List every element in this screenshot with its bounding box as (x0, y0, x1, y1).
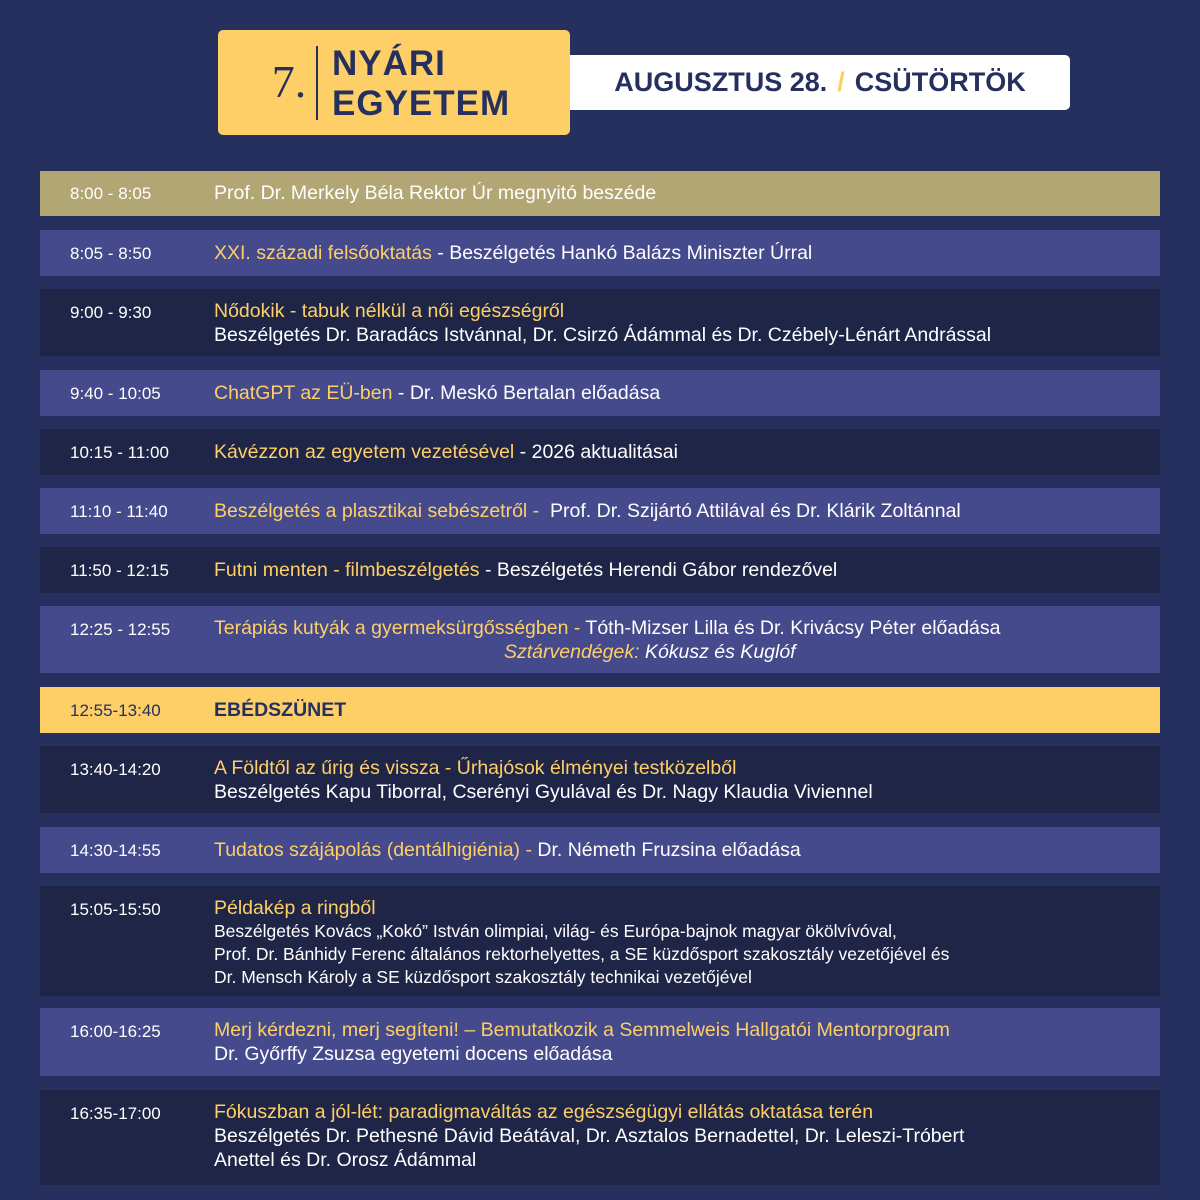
row-time: 12:55-13:40 (70, 701, 161, 720)
row-detail-line: Anettel és Dr. Orosz Ádámmal (214, 1149, 477, 1171)
logo-number: 7. (271, 56, 307, 107)
guest-names: Kókusz és Kuglóf (639, 641, 796, 663)
row-content (214, 616, 1001, 664)
schedule-row (40, 746, 1160, 813)
row-time: 8:00 - 8:05 (70, 184, 152, 203)
row-detail: Dr. Németh Fruzsina előadása (531, 839, 801, 861)
schedule-row (40, 230, 1160, 276)
schedule-row (40, 886, 1160, 996)
row-time: 9:40 - 10:05 (70, 384, 161, 403)
row-content (214, 1100, 964, 1172)
row-detail: Dr. Győrffy Zsuzsa egyetemi docens előadása (214, 1043, 613, 1065)
row-highlight: Terápiás kutyák a gyermeksürgősségben - (214, 617, 581, 639)
row-content (214, 838, 801, 862)
row-detail: - Beszélgetés Herendi Gábor rendezővel (479, 559, 838, 581)
row-highlight: Tudatos szájápolás (dentálhigiénia) - (214, 839, 532, 861)
row-detail-line: Beszélgetés Dr. Pethesné Dávid Beátával, Dr. Asztalos Bernadettel, Dr. Leleszi-Tróbert (214, 1125, 965, 1147)
row-content (214, 896, 949, 989)
schedule-row (40, 1008, 1160, 1076)
row-detail-line: Prof. Dr. Bánhidy Ferenc általános rektorhelyettes, a SE küzdősport szakosztály vezetőjével és (214, 944, 950, 964)
row-highlight: Kávézzon az egyetem vezetésével (214, 441, 515, 463)
row-detail-line: Dr. Mensch Károly a SE küzdősport szakosztály technikai vezetőjével (214, 967, 752, 987)
event-date: AUGUSZTUS 28. (614, 67, 828, 97)
row-detail: - Beszélgetés Hankó Balázs Miniszter Úrral (431, 242, 813, 264)
lunch-break-row (40, 687, 1160, 733)
row-detail: - Dr. Meskó Bertalan előadása (392, 382, 661, 404)
row-time: 11:10 - 11:40 (70, 502, 168, 521)
row-time: 10:15 - 11:00 (70, 443, 169, 462)
row-highlight: XXI. századi felsőoktatás (214, 242, 432, 264)
guest-label: Sztárvendégek: (504, 641, 640, 663)
row-highlight: Futni menten - filmbeszélgetés (214, 559, 480, 581)
row-content (214, 1018, 950, 1066)
row-time: 9:00 - 9:30 (70, 303, 152, 322)
row-detail: Beszélgetés Kapu Tiborral, Cserényi Gyulával és Dr. Nagy Klaudia Viviennel (214, 781, 873, 803)
row-highlight: Példakép a ringből (214, 897, 376, 919)
row-title: Prof. Dr. Merkely Béla Rektor Úr megnyitó beszéde (214, 182, 657, 204)
row-content (214, 241, 812, 265)
row-content (214, 558, 837, 582)
row-title: EBÉDSZÜNET (214, 699, 347, 721)
schedule-row (40, 1090, 1160, 1185)
row-content (214, 440, 678, 464)
schedule-row (40, 547, 1160, 593)
logo-divider (316, 46, 318, 120)
schedule-row (40, 429, 1160, 475)
logo-title-line2: EGYETEM (332, 84, 511, 123)
schedule-row (40, 289, 1160, 356)
schedule-row (40, 488, 1160, 534)
row-highlight: ChatGPT az EÜ-ben (214, 382, 393, 404)
schedule-row (40, 171, 1160, 216)
row-time: 12:25 - 12:55 (70, 620, 171, 639)
row-content (214, 756, 873, 804)
row-time: 16:35-17:00 (70, 1104, 161, 1123)
schedule-row (40, 370, 1160, 416)
date-banner (570, 55, 1070, 110)
row-detail-line: Beszélgetés Kovács „Kokó” István olimpiai, világ- és Európa-bajnok magyar ökölvívóval, (214, 921, 897, 941)
row-time: 13:40-14:20 (70, 760, 161, 779)
row-detail: Beszélgetés Dr. Baradács Istvánnal, Dr. Csirzó Ádámmal és Dr. Czébely-Lénárt Andrással (214, 324, 992, 346)
row-time: 8:05 - 8:50 (70, 244, 152, 263)
row-content (214, 381, 660, 405)
row-content (214, 499, 961, 523)
row-time: 15:05-15:50 (70, 900, 161, 919)
row-time: 16:00-16:25 (70, 1022, 161, 1041)
row-highlight: Fókuszban a jól-lét: paradigmaváltás az egészségügyi ellátás oktatása terén (214, 1101, 874, 1123)
row-highlight: A Földtől az űrig és vissza - Űrhajósok élményei testközelből (214, 757, 737, 779)
row-highlight: Merj kérdezni, merj segíteni! – Bemutatkozik a Semmelweis Hallgatói Mentorprogram (214, 1019, 950, 1041)
date-separator: / (837, 67, 845, 97)
row-highlight: Beszélgetés a plasztikai sebészetről - (214, 500, 540, 522)
row-detail: Prof. Dr. Szijártó Attilával és Dr. Klárik Zoltánnal (539, 500, 961, 522)
schedule-row (40, 827, 1160, 873)
row-highlight: Nődokik - tabuk nélkül a női egészségről (214, 300, 565, 322)
logo-title-line1: NYÁRI (332, 44, 446, 83)
row-detail: - 2026 aktualitásai (514, 441, 678, 463)
row-time: 14:30-14:55 (70, 841, 161, 860)
event-day: CSÜTÖRTÖK (854, 67, 1026, 97)
schedule-row (40, 606, 1160, 673)
row-content (214, 299, 991, 347)
row-detail: Tóth-Mizser Lilla és Dr. Krivácsy Péter előadása (580, 617, 1001, 639)
row-time: 11:50 - 12:15 (70, 561, 169, 580)
event-logo (218, 30, 570, 135)
